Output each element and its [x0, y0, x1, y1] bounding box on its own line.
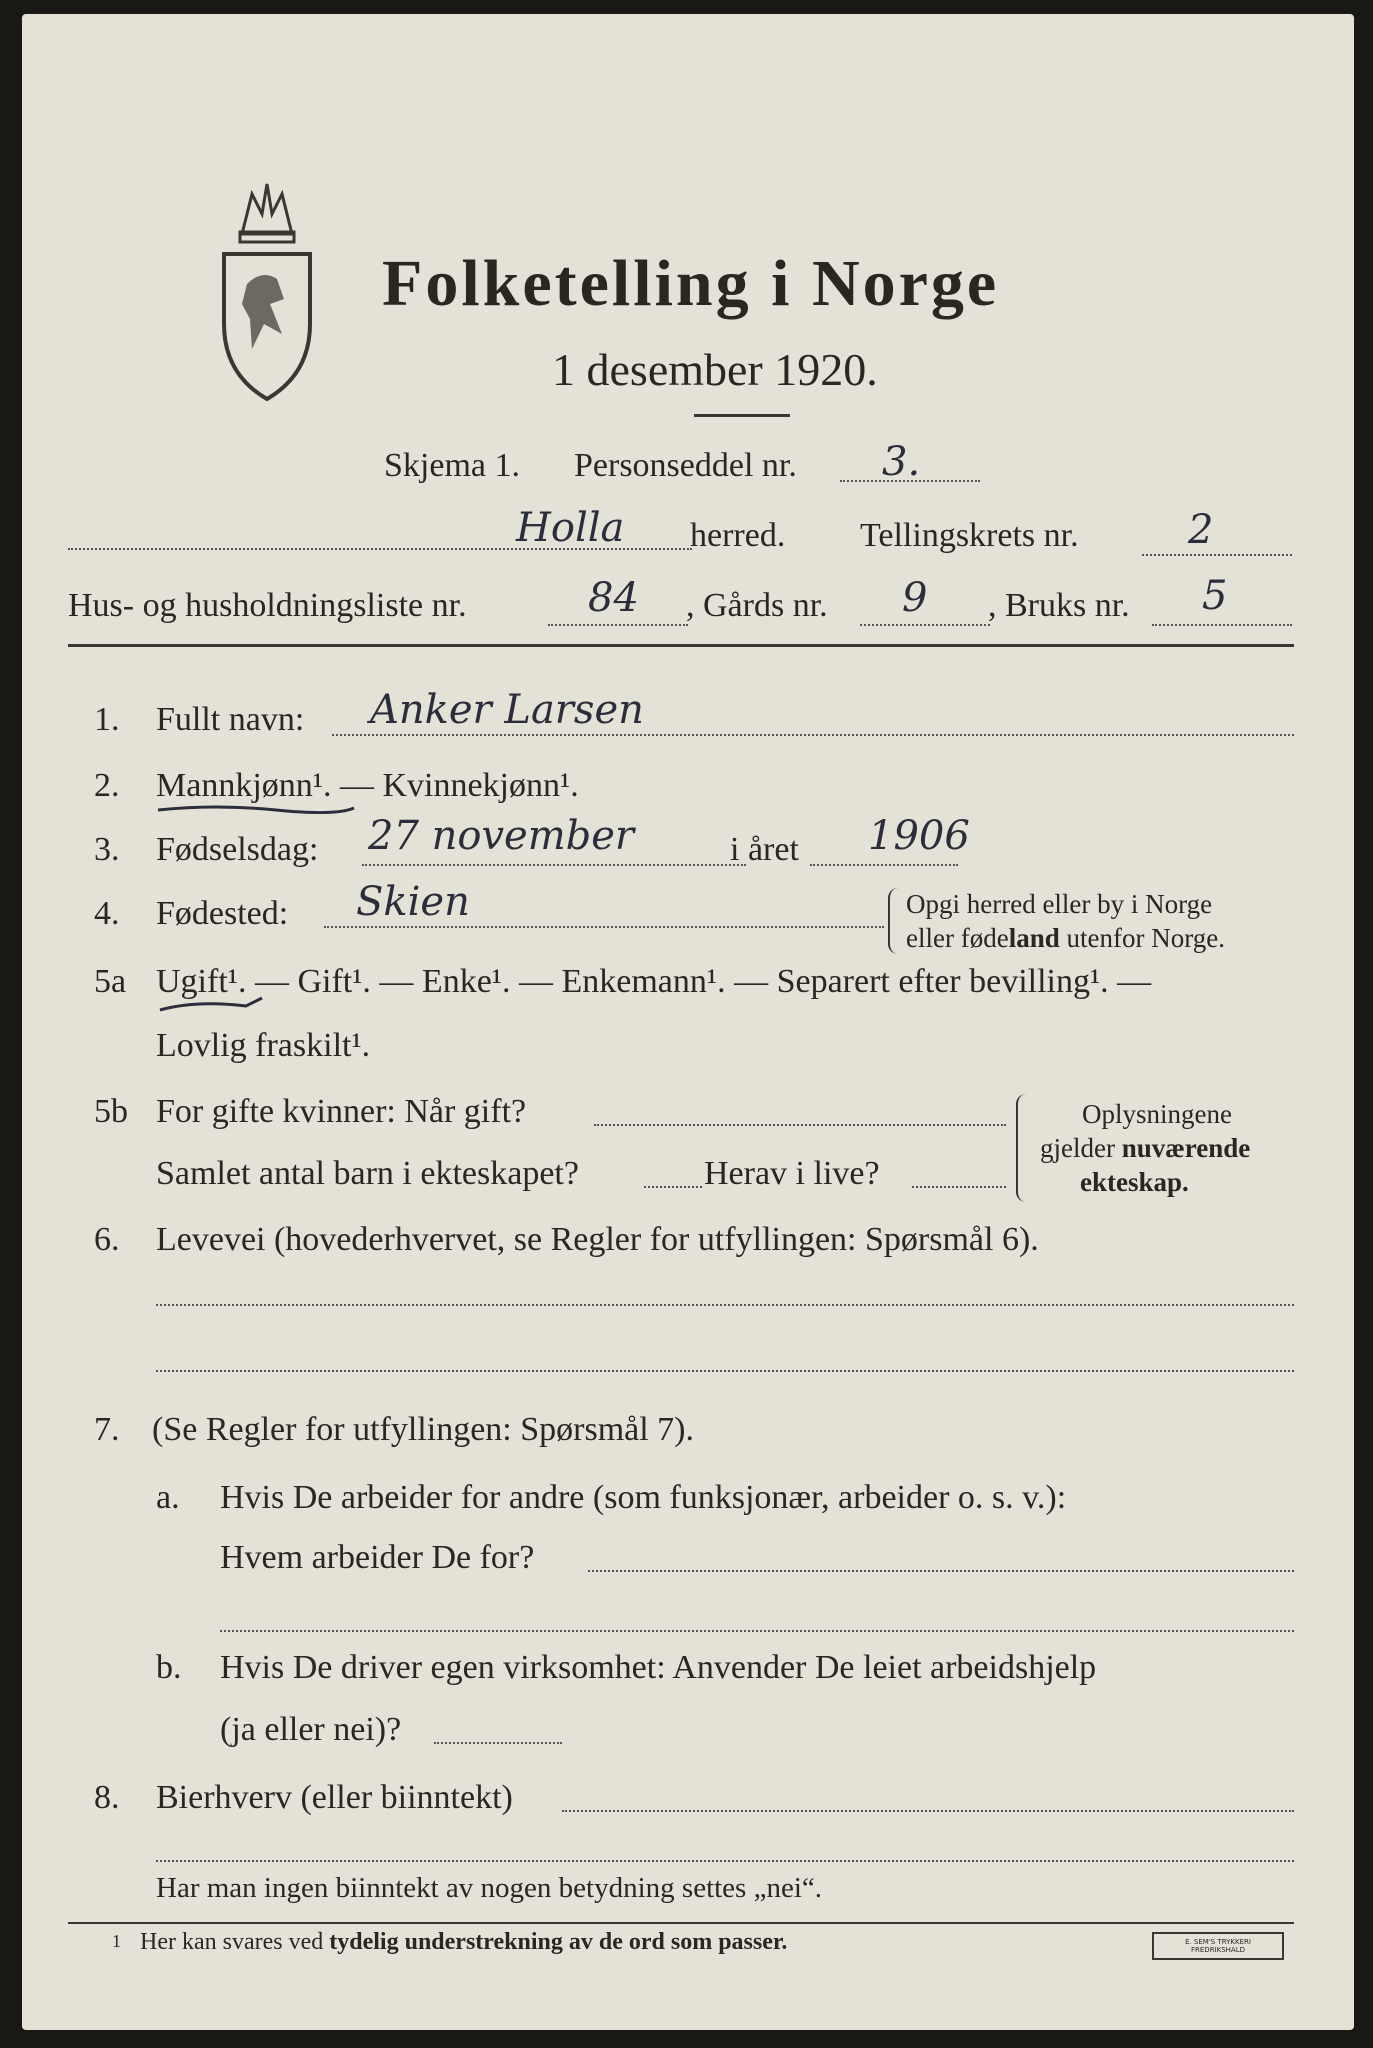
q5b-when-married: For gifte kvinner: Når gift? — [156, 1093, 527, 1130]
printer-stamp-text: E. SEM'S TRYKKERI FREDRIKSHALD — [1185, 1938, 1251, 1954]
q5a-number: 5a — [94, 963, 127, 1000]
q8-line-2 — [156, 1860, 1294, 1862]
q7a-employer-line-2 — [220, 1630, 1294, 1632]
bruks-value: 5 — [1202, 573, 1228, 619]
tellingskrets-value: 2 — [1188, 507, 1214, 553]
schema-label: Skjema 1. — [384, 447, 520, 484]
q7-label: (Se Regler for utfyllingen: Spørsmål 7). — [152, 1411, 695, 1448]
q2-underline-mark — [156, 802, 356, 816]
personseddel-line — [840, 480, 980, 482]
title-divider — [694, 414, 790, 417]
q5b-children-label: Samlet antal barn i ekteskapet? — [156, 1155, 579, 1192]
q3-year-label: i året — [730, 831, 799, 868]
q5b-note-line1: Oplysningene — [1082, 1099, 1232, 1129]
q2-gender-options: Mannkjønn¹. — Kvinnekjønn¹. — [156, 767, 579, 804]
gards-line — [860, 624, 990, 626]
q4-note-line1: Opgi herred eller by i Norge — [906, 889, 1213, 919]
footnote-text: Her kan svares ved tydelig understrekning av de ord som passer. — [140, 1929, 788, 1955]
q3-year-line — [810, 864, 958, 866]
q5b-alive-line — [912, 1186, 1006, 1188]
q1-number: 1. — [94, 701, 120, 738]
q4-note-brace — [888, 888, 900, 954]
q3-label: Fødselsdag: — [156, 831, 319, 868]
q5b-children-line — [644, 1186, 702, 1188]
q3-birthdate-value: 27 november — [368, 813, 635, 859]
q7a-employer-line — [588, 1570, 1294, 1572]
q5b-alive-label: Herav i live? — [704, 1155, 880, 1192]
q1-full-name-value: Anker Larsen — [370, 687, 644, 733]
q5b-when-line — [594, 1124, 1006, 1126]
husholdningsliste-label: Hus- og husholdningsliste nr. — [68, 587, 467, 624]
husholdningsliste-line — [548, 624, 688, 626]
q3-line — [362, 864, 746, 866]
herred-label: herred. — [690, 517, 786, 554]
income-note: Har man ingen biinntekt av nogen betydning settes „nei“. — [156, 1872, 823, 1904]
q8-number: 8. — [94, 1779, 120, 1816]
printer-stamp — [1152, 1932, 1284, 1960]
q7a-employer-label: Hvem arbeider De for? — [220, 1539, 535, 1576]
q4-label: Fødested: — [156, 895, 289, 932]
q4-note-line2: eller fødeland utenfor Norge. — [906, 923, 1225, 953]
q7b-question: Hvis De driver egen virksomhet: Anvender De leiet arbeidshjelp — [220, 1649, 1097, 1686]
q3-year-value: 1906 — [868, 813, 970, 859]
header-divider — [68, 644, 1294, 647]
q7-number: 7. — [94, 1411, 120, 1448]
q5a-underline-mark — [156, 996, 266, 1016]
q5b-number: 5b — [94, 1093, 128, 1130]
form-title: Folketelling i Norge — [382, 247, 1000, 320]
q4-number: 4. — [94, 895, 120, 932]
q4-line — [324, 926, 884, 928]
q5b-note-line3: ekteskap. — [1080, 1167, 1189, 1197]
q5b-note-line2: gjelder nuværende — [1040, 1133, 1251, 1163]
q7a-label: a. — [156, 1479, 180, 1516]
q1-line — [332, 734, 1294, 736]
q6-line-1 — [156, 1304, 1294, 1306]
tellingskrets-line — [1142, 554, 1292, 556]
q5a-marital-options: Ugift¹. — Gift¹. — Enke¹. — Enkemann¹. — Separert efter bevilling¹. — — [156, 963, 1152, 1000]
q7b-label: b. — [156, 1649, 182, 1686]
q7b-answer-line — [434, 1742, 562, 1744]
q8-line — [562, 1810, 1294, 1812]
q8-label: Bierhverv (eller biinntekt) — [156, 1779, 513, 1816]
bruks-line — [1152, 624, 1292, 626]
gards-label: , Gårds nr. — [686, 587, 828, 624]
personseddel-label: Personseddel nr. — [574, 447, 797, 484]
bruks-label: , Bruks nr. — [988, 587, 1130, 624]
q1-label: Fullt navn: — [156, 701, 305, 738]
q7a-question: Hvis De arbeider for andre (som funksjonær, arbeider o. s. v.): — [220, 1479, 1067, 1516]
q7b-answer-label: (ja eller nei)? — [220, 1711, 402, 1748]
q5b-note-brace — [1016, 1094, 1030, 1202]
footnote-mark: 1 — [112, 1931, 121, 1951]
q6-line-2 — [156, 1370, 1294, 1372]
census-form-sheet — [22, 14, 1354, 2030]
q5a-marital-options-cont: Lovlig fraskilt¹. — [156, 1027, 371, 1064]
husholdningsliste-value: 84 — [588, 575, 639, 621]
q2-number: 2. — [94, 767, 120, 804]
q3-number: 3. — [94, 831, 120, 868]
herred-value: Holla — [516, 505, 625, 551]
gards-value: 9 — [902, 575, 928, 621]
form-date: 1 desember 1920. — [552, 344, 878, 395]
tellingskrets-label: Tellingskrets nr. — [860, 517, 1079, 554]
norway-coat-of-arms-icon — [212, 174, 322, 404]
footnote-divider — [68, 1922, 1294, 1924]
q6-number: 6. — [94, 1221, 120, 1258]
q4-birthplace-value: Skien — [356, 879, 470, 925]
q6-occupation-label: Levevei (hovederhvervet, se Regler for utfyllingen: Spørsmål 6). — [156, 1221, 1039, 1258]
personseddel-value: 3. — [882, 439, 921, 485]
